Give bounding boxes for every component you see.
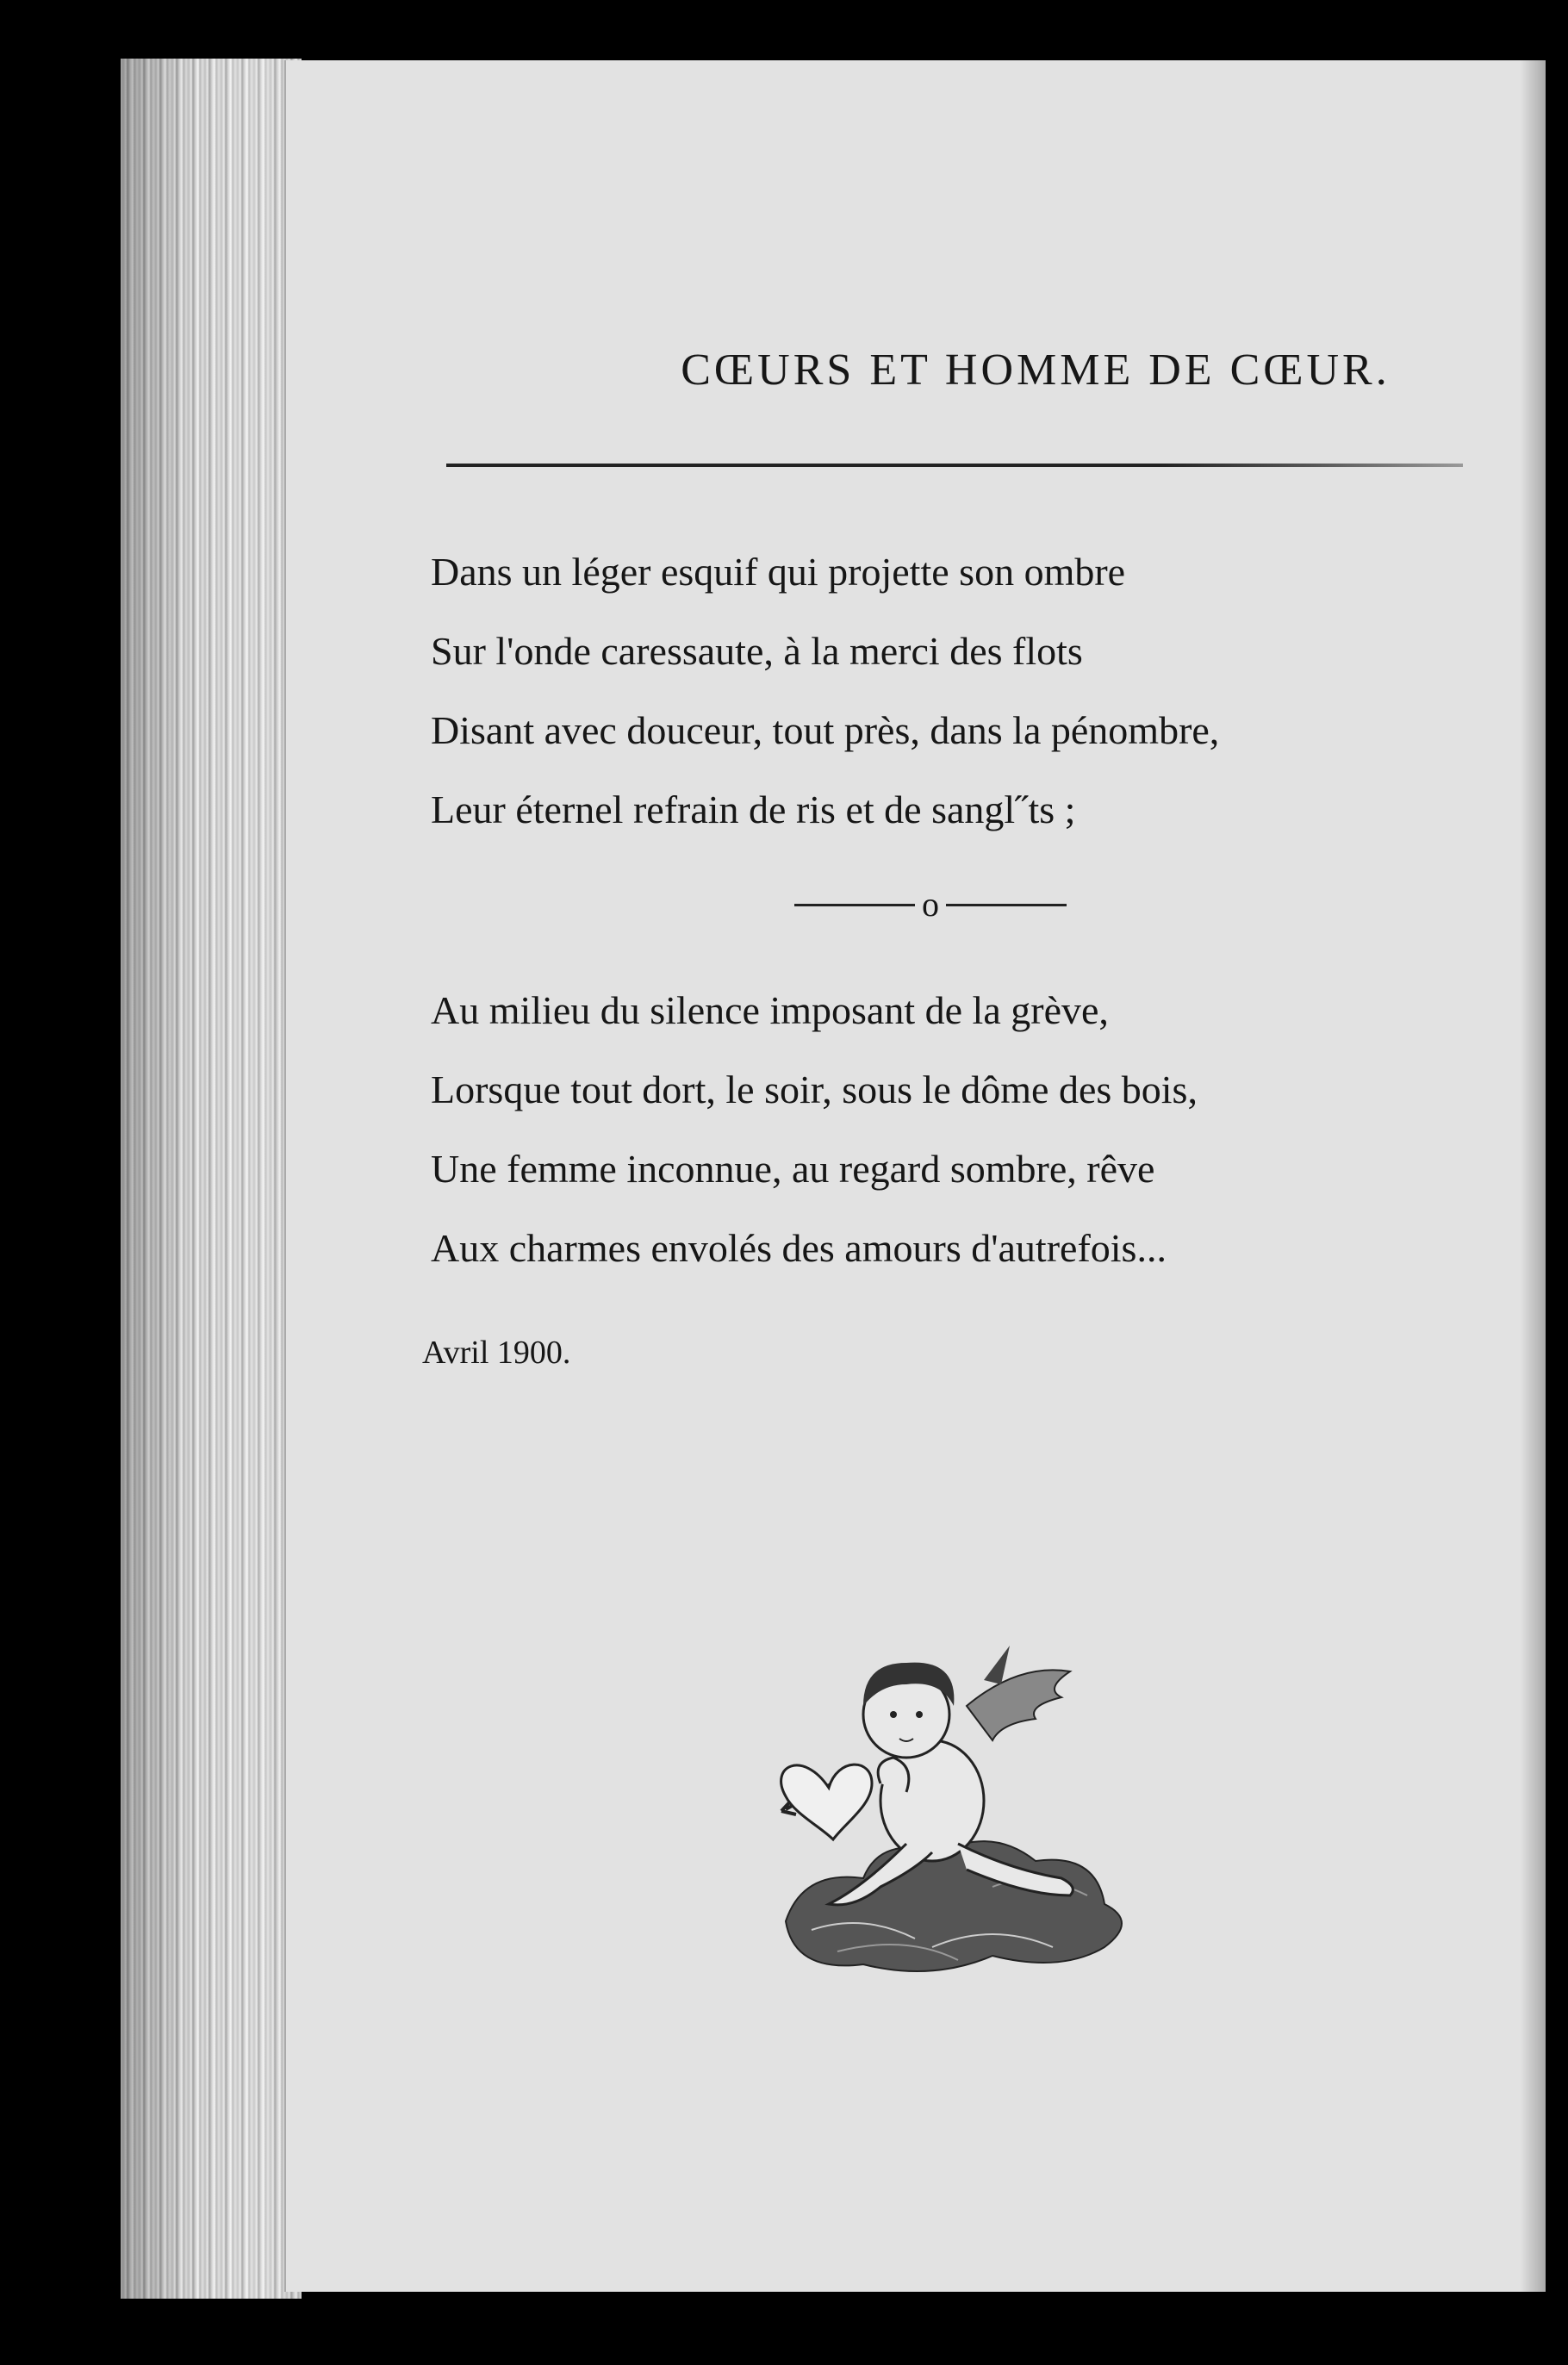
separator-dash-left (794, 904, 915, 906)
title-rule (446, 464, 1463, 467)
book-page-edges (121, 59, 302, 2299)
verse-line: Lorsque tout dort, le soir, sous le dôme des bois, (431, 1067, 1198, 1111)
verse-line: Une femme inconnue, au regard sombre, rêve (431, 1147, 1155, 1191)
verse-line: Sur l'onde caressaute, à la merci des flots (431, 629, 1083, 673)
stanza-1 (431, 532, 1534, 850)
cupid-with-heart-icon (734, 1611, 1148, 1990)
poem-title: CŒURS ET HOMME DE CŒUR. (681, 345, 1391, 395)
separator-mark: o (922, 885, 939, 924)
separator-dash-right (946, 904, 1067, 906)
verse-line: Disant avec douceur, tout près, dans la pénombre, (431, 708, 1220, 752)
book-page (284, 60, 1546, 2292)
verse-line: Dans un léger esquif qui projette son ombre (431, 550, 1126, 594)
stanza-separator (794, 887, 1067, 922)
verse-line: Aux charmes envolés des amours d'autrefois... (431, 1226, 1167, 1270)
verse-line: Au milieu du silence imposant de la grève, (431, 988, 1109, 1032)
stanza-2 (431, 971, 1534, 1288)
verse-line: Leur éternel refrain de ris et de sangl˝ts ; (431, 787, 1076, 831)
poem-date: Avril 1900. (422, 1335, 571, 1371)
